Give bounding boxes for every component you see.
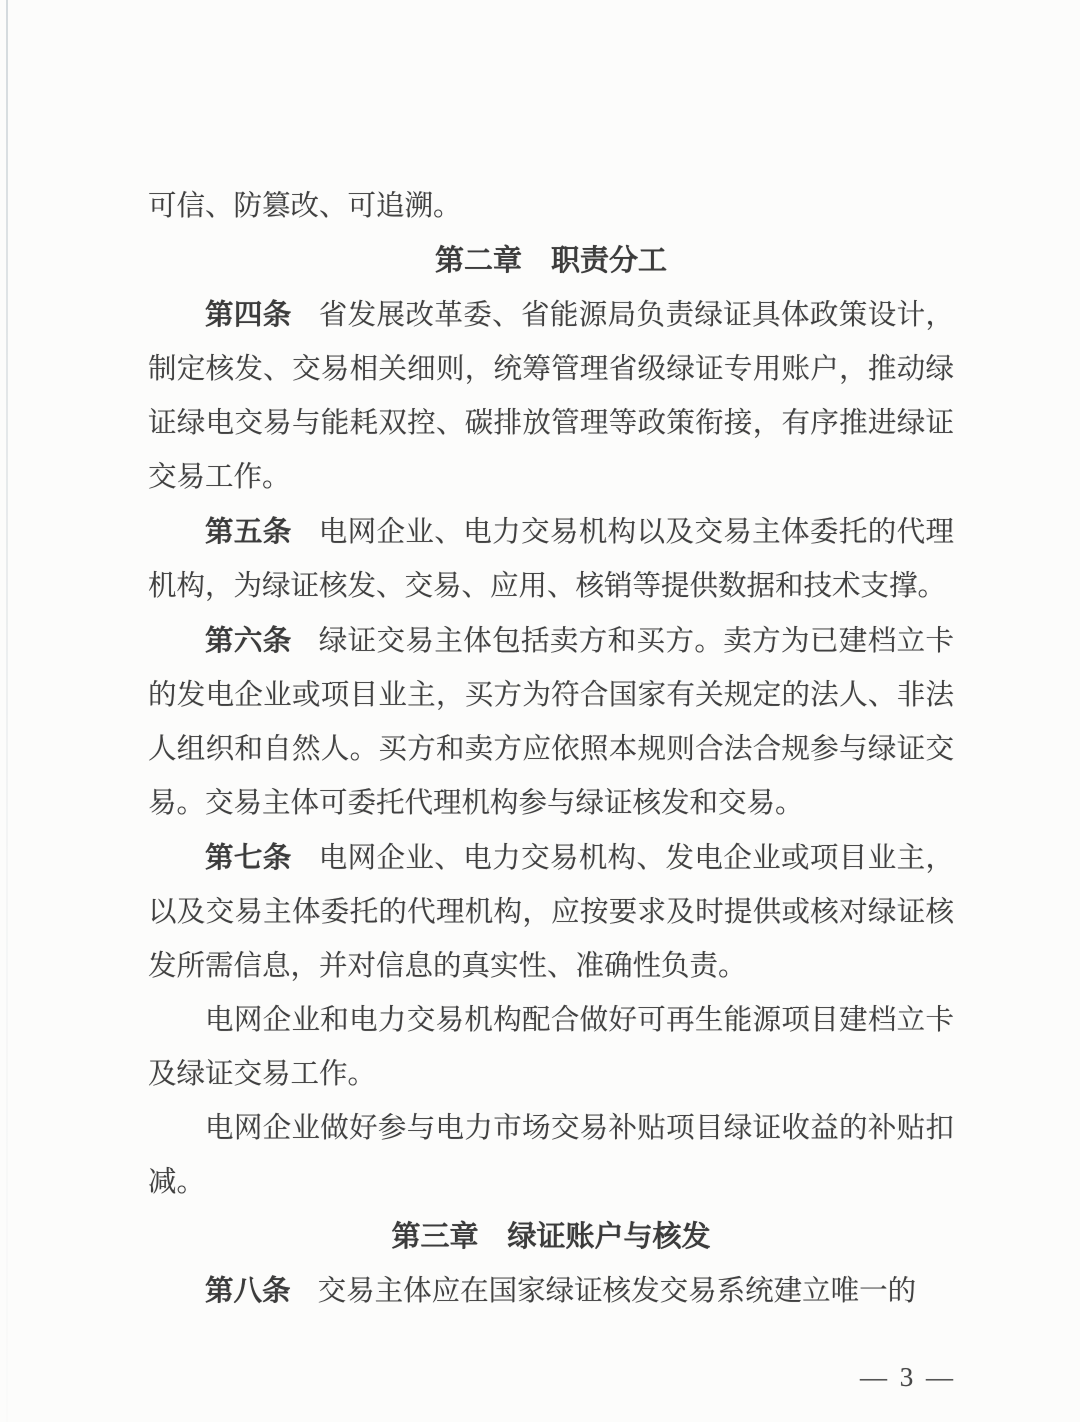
article-6-number: 第六条: [205, 625, 292, 657]
article-7-paragraph-3: 电网企业做好参与电力市场交易补贴项目绿证收益的补贴扣减。: [148, 1113, 954, 1198]
article-5-text: 电网企业、电力交易机构以及交易主体委托的代理机构，为绿证核发、交易、应用、核销等提供数据和技术支撑。: [148, 517, 954, 602]
article-8: [148, 1264, 954, 1319]
article-5-number: 第五条: [205, 516, 292, 548]
continuation-paragraph: 可信、防篡改、可追溯。: [148, 191, 462, 222]
chapter-3-title: 绿证账户与核发: [507, 1221, 711, 1253]
article-6-text: 绿证交易主体包括卖方和买方。卖方为已建档立卡的发电企业或项目业主，买方为符合国家有关规定的法人、非法人组织和自然人。买方和卖方应依照本规则合法合规参与绿证交易。交易主体可委托代理机构参与绿证核发和交易。: [148, 626, 954, 819]
article-7-text: 电网企业、电力交易机构、发电企业或项目业主，以及交易主体委托的代理机构，应按要求及时提供或核对绿证核发所需信息，并对信息的真实性、准确性负责。: [148, 843, 954, 982]
chapter-3-number: 第三章: [391, 1221, 479, 1253]
chapter-2-title: 职责分工: [551, 245, 668, 277]
article-6: [148, 614, 954, 831]
article-7-number: 第七条: [205, 842, 292, 874]
article-4: [148, 288, 954, 505]
scan-edge-artifact: [6, 0, 8, 1422]
article-4-number: 第四条: [205, 299, 292, 331]
article-7: [148, 831, 954, 994]
article-8-text: 交易主体应在国家绿证核发交易系统建立唯一的: [317, 1276, 917, 1307]
article-5: [148, 505, 954, 614]
article-7-paragraph-2: 电网企业和电力交易机构配合做好可再生能源项目建档立卡及绿证交易工作。: [148, 1005, 954, 1090]
page-number: — 3 —: [860, 1362, 956, 1392]
article-4-text: 省发展改革委、省能源局负责绿证具体政策设计，制定核发、交易相关细则，统筹管理省级绿证专用账户，推动绿证绿电交易与能耗双控、碳排放管理等政策衔接，有序推进绿证交易工作。: [148, 300, 954, 493]
chapter-2-number: 第二章: [434, 245, 522, 277]
chapter-3-heading: [148, 1210, 954, 1264]
chapter-2-heading: [148, 234, 954, 288]
document-content: [148, 180, 954, 1319]
article-8-number: 第八条: [205, 1275, 291, 1307]
